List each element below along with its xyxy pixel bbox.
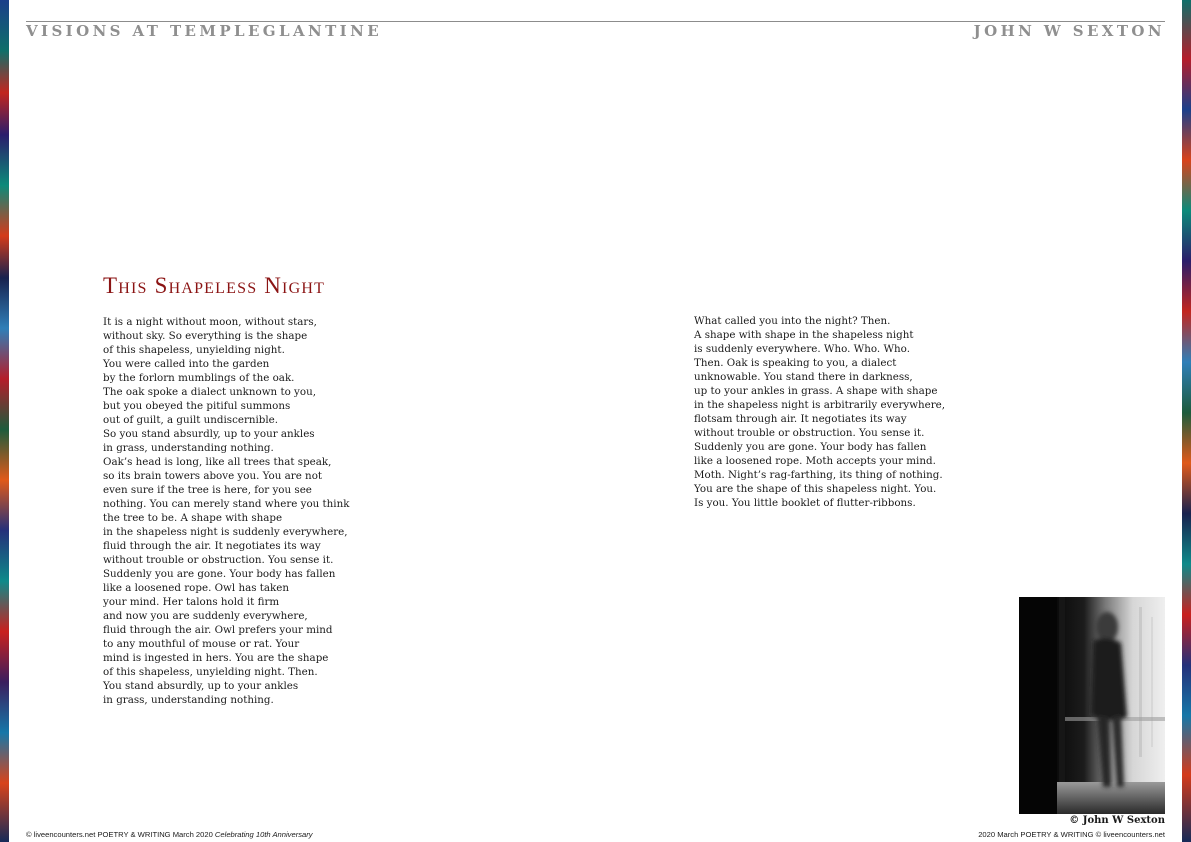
poem-title: This Shapeless Night	[103, 273, 326, 298]
poem-line: Then. Oak is speaking to you, a dialect	[694, 357, 897, 369]
poem-line: so its brain towers above you. You are not	[103, 470, 323, 482]
author-name: JOHN W SEXTON	[973, 22, 1165, 40]
poem-line: fluid through the air. It negotiates its way	[103, 540, 321, 552]
poem-line: in grass, understanding nothing.	[103, 694, 274, 706]
poem-line: of this shapeless, unyielding night.	[103, 344, 285, 356]
poem-line: the tree to be. A shape with shape	[103, 512, 283, 524]
poem-line: Suddenly you are gone. Your body has fallen	[694, 441, 927, 453]
poem-line: and now you are suddenly everywhere,	[103, 610, 308, 622]
footer-left-text: © liveencounters.net POETRY & WRITING March 2020	[26, 830, 213, 839]
poem-line: mind is ingested in hers. You are the shape	[103, 652, 329, 664]
poem-line: even sure if the tree is here, for you see	[103, 484, 312, 496]
poem-line: fluid through the air. Owl prefers your mind	[103, 624, 333, 636]
poem-line: flotsam through air. It negotiates its way	[694, 413, 907, 425]
poem-line: You are the shape of this shapeless night. You.	[694, 483, 937, 495]
poem-line: Moth. Night’s rag-farthing, its thing of nothing.	[694, 469, 943, 481]
section-title: VISIONS AT TEMPLEGLANTINE	[26, 22, 383, 40]
poem-line: but you obeyed the pitiful summons	[103, 400, 291, 412]
poem-line: unknowable. You stand there in darkness,	[694, 371, 913, 383]
poem-line: of this shapeless, unyielding night. Then.	[103, 666, 318, 678]
poem-line: like a loosened rope. Moth accepts your mind.	[694, 455, 936, 467]
poem-line: Is you. You little booklet of flutter-ribbons.	[694, 497, 916, 509]
poem-line: What called you into the night? Then.	[694, 315, 891, 327]
poem-line: Oak’s head is long, like all trees that speak,	[103, 456, 332, 468]
poem-line: It is a night without moon, without stars,	[103, 316, 317, 328]
footer-anniversary: Celebrating 10th Anniversary	[214, 830, 313, 839]
poem-line: without sky. So everything is the shape	[103, 330, 308, 342]
poem-line: up to your ankles in grass. A shape with shape	[694, 385, 938, 397]
right-decorative-border	[1182, 0, 1191, 842]
poem-line: without trouble or obstruction. You sense it.	[694, 427, 925, 439]
poem-line: out of guilt, a guilt undiscernible.	[103, 414, 279, 426]
poem-line: is suddenly everywhere. Who. Who. Who.	[694, 343, 910, 355]
footer-left	[26, 830, 313, 839]
poem-line: in grass, understanding nothing.	[103, 442, 274, 454]
poem-line: like a loosened rope. Owl has taken	[103, 582, 290, 594]
poem-line: in the shapeless night is suddenly everywhere,	[103, 526, 348, 538]
poem-line: to any mouthful of mouse or rat. Your	[103, 638, 300, 650]
poem-line: You stand absurdly, up to your ankles	[103, 680, 299, 692]
poem-line: Suddenly you are gone. Your body has fallen	[103, 568, 336, 580]
poem-line: The oak spoke a dialect unknown to you,	[103, 386, 316, 398]
left-decorative-border	[0, 0, 9, 842]
poem-column-1	[103, 315, 349, 707]
poem-line: in the shapeless night is arbitrarily everywhere,	[694, 399, 946, 411]
poem-line: without trouble or obstruction. You sense it.	[103, 554, 334, 566]
photo-credit: © John W Sexton	[1069, 815, 1165, 826]
poem-line: You were called into the garden	[103, 358, 270, 370]
poem-line: nothing. You can merely stand where you think	[103, 498, 350, 510]
poem-line: A shape with shape in the shapeless night	[694, 329, 914, 341]
poem-line: by the forlorn mumblings of the oak.	[103, 372, 295, 384]
footer-right: 2020 March POETRY & WRITING © liveencounters.net	[978, 830, 1165, 839]
poem-line: So you stand absurdly, up to your ankles	[103, 428, 315, 440]
poem-line: your mind. Her talons hold it firm	[103, 596, 280, 608]
author-photo	[1019, 597, 1165, 814]
poem-column-2	[694, 314, 945, 510]
